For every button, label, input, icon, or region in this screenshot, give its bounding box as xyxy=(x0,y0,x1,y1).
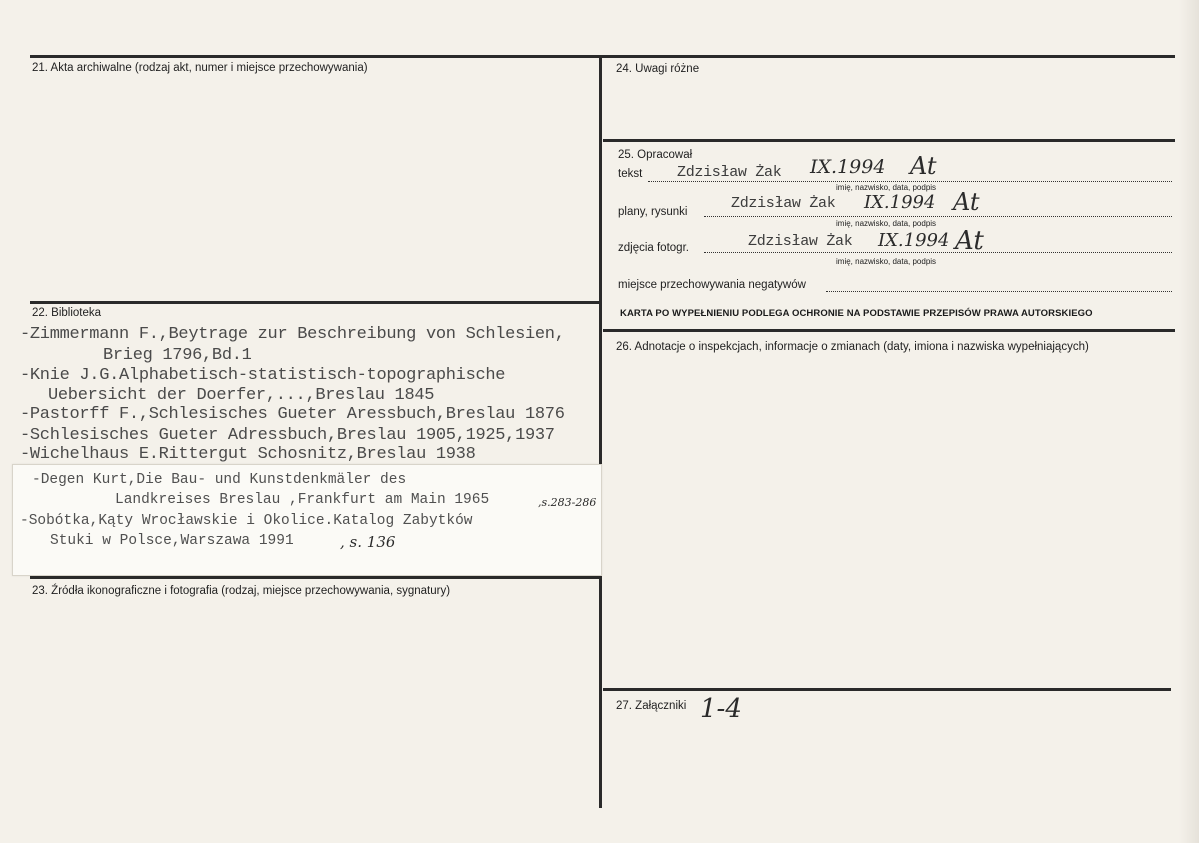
row-plany-caption: imię, nazwisko, data, podpis xyxy=(836,219,937,228)
bib-entry: Uebersicht der Doerfer,...,Breslau 1845 xyxy=(48,386,435,405)
row-zdjecia-signature: At xyxy=(955,226,984,256)
bib-entry: Brieg 1796,Bd.1 xyxy=(103,346,252,365)
pasted-page-ref-2: , s. 136 xyxy=(340,533,396,551)
negatives-label: miejsce przechowywania negatywów xyxy=(618,279,806,291)
pasted-entry: Stuki w Polsce,Warszawa 1991 xyxy=(50,533,294,549)
row-tekst-label: tekst xyxy=(618,168,643,180)
pasted-entry: -Degen Kurt,Die Bau- und Kunstdenkmäler des xyxy=(32,472,407,488)
row-tekst-handwritten: IX.1994 xyxy=(810,156,886,178)
bib-entry: -Wichelhaus E.Rittergut Schosnitz,Breslau 1938 xyxy=(20,445,476,464)
row-tekst-signature: At xyxy=(910,152,937,180)
rule-26-27 xyxy=(603,688,1171,691)
section-23-label: 23. Źródła ikonograficzne i fotografia (rodzaj, miejsce przechowywania, sygnatury) xyxy=(32,585,451,597)
row-zdjecia-handwritten: IX.1994 xyxy=(878,230,950,251)
section-21-label: 21. Akta archiwalne (rodzaj akt, numer i miejsce przechowywania) xyxy=(32,62,368,74)
section-27-value: 1-4 xyxy=(700,694,742,724)
top-rule xyxy=(30,55,1175,58)
row-plany-line xyxy=(704,216,1172,217)
rule-25-26 xyxy=(603,329,1175,332)
pasted-entry: -Sobótka,Kąty Wrocławskie i Okolice.Katalog Zabytków xyxy=(20,513,473,529)
pasted-page-ref-1: ,s.283-286 xyxy=(538,496,597,509)
rule-22-23 xyxy=(30,576,600,579)
section-26-label: 26. Adnotacje o inspekcjach, informacje o zmianach (daty, imiona i nazwiska wypełniających) xyxy=(616,341,1089,353)
copyright-notice: KARTA PO WYPEŁNIENIU PODLEGA OCHRONIE NA PODSTAWIE PRZEPISÓW PRAWA AUTORSKIEGO xyxy=(620,308,1093,319)
row-tekst-typed: Zdzisław Żak xyxy=(677,164,782,181)
row-zdjecia-label: zdjęcia fotogr. xyxy=(618,242,689,254)
pasted-entry: Landkreises Breslau ,Frankfurt am Main 1965 xyxy=(115,492,490,508)
section-27-label: 27. Załączniki xyxy=(616,700,687,712)
row-plany-typed: Zdzisław Żak xyxy=(731,195,836,212)
negatives-line xyxy=(826,291,1172,292)
row-tekst-line xyxy=(648,181,1172,182)
section-25-label: 25. Opracował xyxy=(618,149,693,161)
row-zdjecia-line xyxy=(704,252,1172,253)
rule-24-25 xyxy=(603,139,1175,142)
section-22-label: 22. Biblioteka xyxy=(32,307,102,319)
row-plany-handwritten: IX.1994 xyxy=(864,192,936,213)
bib-entry: -Pastorff F.,Schlesisches Gueter Aressbuch,Breslau 1876 xyxy=(20,405,565,424)
section-24-label: 24. Uwagi różne xyxy=(616,63,700,75)
center-divider xyxy=(599,55,602,808)
card-edge-shadow xyxy=(1179,0,1199,843)
row-plany-signature: At xyxy=(953,188,980,216)
row-plany-label: plany, rysunki xyxy=(618,206,688,218)
rule-21-22 xyxy=(30,301,600,304)
row-tekst-caption: imię, nazwisko, data, podpis xyxy=(836,183,937,192)
row-zdjecia-caption: imię, nazwisko, data, podpis xyxy=(836,257,937,266)
bib-entry: -Schlesisches Gueter Adressbuch,Breslau 1905,1925,1937 xyxy=(20,426,555,445)
row-zdjecia-typed: Zdzisław Żak xyxy=(748,233,853,250)
bib-entry: -Zimmermann F.,Beytrage zur Beschreibung von Schlesien, xyxy=(20,325,565,344)
bib-entry: -Knie J.G.Alphabetisch-statistisch-topographische xyxy=(20,366,506,385)
